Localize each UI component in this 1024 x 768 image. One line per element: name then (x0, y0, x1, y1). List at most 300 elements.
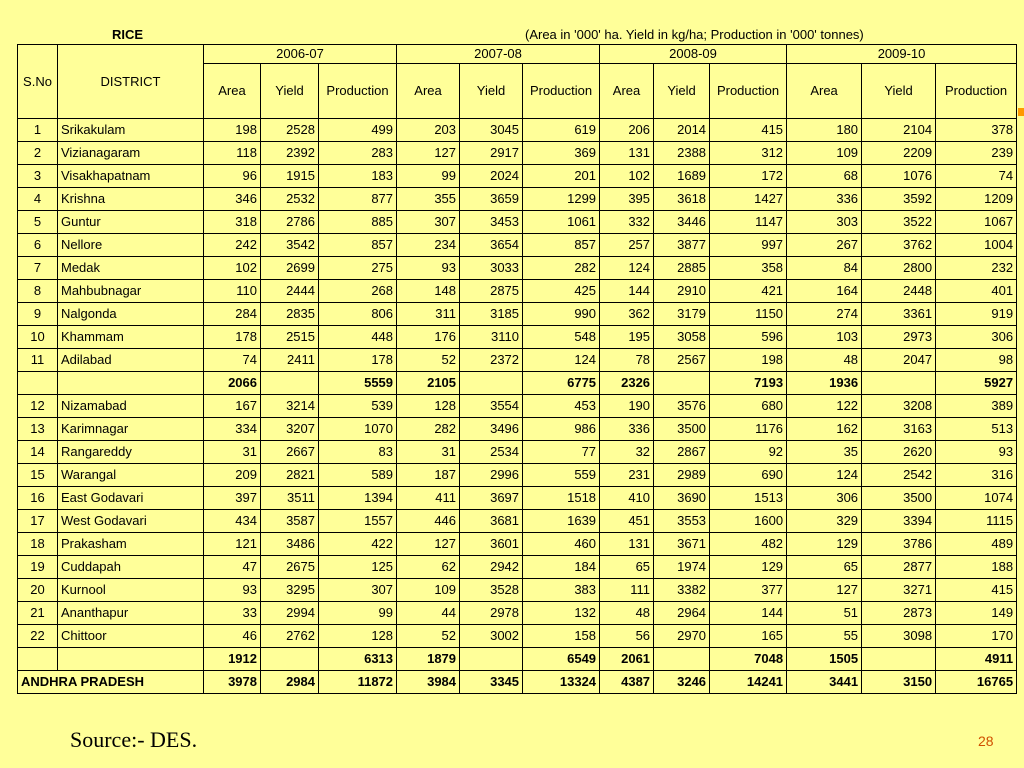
value-cell: 46 (204, 625, 261, 648)
sno-cell: 10 (18, 326, 58, 349)
state-total-cell: 4387 (600, 671, 654, 694)
value-cell: 65 (787, 556, 862, 579)
value-cell: 109 (397, 579, 460, 602)
value-cell: 539 (319, 395, 397, 418)
metric-header: Production (523, 64, 600, 119)
value-cell: 2104 (862, 119, 936, 142)
value-cell: 144 (600, 280, 654, 303)
empty-cell (18, 648, 58, 671)
metric-header: Area (204, 64, 261, 119)
value-cell: 2821 (261, 464, 319, 487)
value-cell: 2917 (460, 142, 523, 165)
value-cell: 52 (397, 625, 460, 648)
table-row (18, 464, 1017, 487)
value-cell: 1076 (862, 165, 936, 188)
value-cell: 3214 (261, 395, 319, 418)
edge-marker (1018, 108, 1024, 116)
value-cell: 3697 (460, 487, 523, 510)
table-title: RICE (112, 27, 144, 42)
subtotal-cell (862, 648, 936, 671)
state-total-cell: 11872 (319, 671, 397, 694)
value-cell: 178 (319, 349, 397, 372)
value-cell: 3453 (460, 211, 523, 234)
value-cell: 111 (600, 579, 654, 602)
sno-cell: 22 (18, 625, 58, 648)
state-total-cell: 3441 (787, 671, 862, 694)
value-cell: 2875 (460, 280, 523, 303)
value-cell: 125 (319, 556, 397, 579)
district-cell: Khammam (58, 326, 204, 349)
value-cell: 184 (523, 556, 600, 579)
value-cell: 336 (600, 418, 654, 441)
value-cell: 180 (787, 119, 862, 142)
value-cell: 1004 (936, 234, 1017, 257)
value-cell: 1115 (936, 510, 1017, 533)
value-cell: 283 (319, 142, 397, 165)
value-cell: 1427 (710, 188, 787, 211)
value-cell: 1209 (936, 188, 1017, 211)
value-cell: 127 (397, 142, 460, 165)
value-cell: 318 (204, 211, 261, 234)
value-cell: 3659 (460, 188, 523, 211)
value-cell: 336 (787, 188, 862, 211)
value-cell: 377 (710, 579, 787, 602)
value-cell: 3576 (654, 395, 710, 418)
value-cell: 2973 (862, 326, 936, 349)
year-header: 2009-10 (787, 45, 1017, 64)
value-cell: 47 (204, 556, 261, 579)
value-cell: 3295 (261, 579, 319, 602)
value-cell: 2047 (862, 349, 936, 372)
value-cell: 2388 (654, 142, 710, 165)
value-cell: 3271 (862, 579, 936, 602)
subtotal-cell (862, 372, 936, 395)
value-cell: 257 (600, 234, 654, 257)
value-cell: 110 (204, 280, 261, 303)
value-cell: 690 (710, 464, 787, 487)
value-cell: 83 (319, 441, 397, 464)
district-cell: Nalgonda (58, 303, 204, 326)
value-cell: 44 (397, 602, 460, 625)
value-cell: 55 (787, 625, 862, 648)
sno-cell: 1 (18, 119, 58, 142)
value-cell: 2024 (460, 165, 523, 188)
value-cell: 1639 (523, 510, 600, 533)
value-cell: 2209 (862, 142, 936, 165)
source-note: Source:- DES. (70, 727, 198, 752)
sno-cell: 16 (18, 487, 58, 510)
district-cell: Prakasham (58, 533, 204, 556)
value-cell: 3185 (460, 303, 523, 326)
sno-cell: 15 (18, 464, 58, 487)
value-cell: 2996 (460, 464, 523, 487)
value-cell: 857 (319, 234, 397, 257)
metric-header: Production (710, 64, 787, 119)
value-cell: 282 (523, 257, 600, 280)
sno-cell: 19 (18, 556, 58, 579)
value-cell: 118 (204, 142, 261, 165)
value-cell: 74 (936, 165, 1017, 188)
metric-header: Production (319, 64, 397, 119)
value-cell: 93 (936, 441, 1017, 464)
sno-cell: 6 (18, 234, 58, 257)
district-cell: Karimnagar (58, 418, 204, 441)
value-cell: 2989 (654, 464, 710, 487)
table-row (18, 625, 1017, 648)
value-cell: 103 (787, 326, 862, 349)
value-cell: 234 (397, 234, 460, 257)
table-row (18, 257, 1017, 280)
value-cell: 3587 (261, 510, 319, 533)
district-cell: Ananthapur (58, 602, 204, 625)
value-cell: 499 (319, 119, 397, 142)
value-cell: 158 (523, 625, 600, 648)
year-header: 2006-07 (204, 45, 397, 64)
table-row (18, 188, 1017, 211)
value-cell: 448 (319, 326, 397, 349)
value-cell: 397 (204, 487, 261, 510)
value-cell: 128 (319, 625, 397, 648)
value-cell: 188 (936, 556, 1017, 579)
subtotal-cell: 2326 (600, 372, 654, 395)
value-cell: 559 (523, 464, 600, 487)
value-cell: 124 (523, 349, 600, 372)
district-cell: West Godavari (58, 510, 204, 533)
value-cell: 434 (204, 510, 261, 533)
sno-header: S.No (18, 45, 58, 119)
value-cell: 3786 (862, 533, 936, 556)
value-cell: 885 (319, 211, 397, 234)
value-cell: 124 (787, 464, 862, 487)
value-cell: 3592 (862, 188, 936, 211)
sno-cell: 20 (18, 579, 58, 602)
state-total-cell: 3150 (862, 671, 936, 694)
value-cell: 131 (600, 533, 654, 556)
value-cell: 2667 (261, 441, 319, 464)
metric-header: Yield (654, 64, 710, 119)
state-total-cell: 3984 (397, 671, 460, 694)
table-row (18, 533, 1017, 556)
value-cell: 48 (787, 349, 862, 372)
table-row (18, 349, 1017, 372)
subtotal-row (18, 648, 1017, 671)
value-cell: 425 (523, 280, 600, 303)
sno-cell: 4 (18, 188, 58, 211)
value-cell: 109 (787, 142, 862, 165)
value-cell: 33 (204, 602, 261, 625)
state-total-cell: 16765 (936, 671, 1017, 694)
subtotal-cell: 4911 (936, 648, 1017, 671)
value-cell: 3110 (460, 326, 523, 349)
table-row (18, 556, 1017, 579)
value-cell: 149 (936, 602, 1017, 625)
value-cell: 3163 (862, 418, 936, 441)
value-cell: 2964 (654, 602, 710, 625)
value-cell: 93 (397, 257, 460, 280)
value-cell: 1557 (319, 510, 397, 533)
metric-header: Area (397, 64, 460, 119)
value-cell: 2970 (654, 625, 710, 648)
district-cell: Srikakulam (58, 119, 204, 142)
value-cell: 1176 (710, 418, 787, 441)
value-cell: 1513 (710, 487, 787, 510)
value-cell: 3002 (460, 625, 523, 648)
value-cell: 1067 (936, 211, 1017, 234)
value-cell: 3500 (862, 487, 936, 510)
value-cell: 2873 (862, 602, 936, 625)
sno-cell: 2 (18, 142, 58, 165)
district-cell: Warangal (58, 464, 204, 487)
value-cell: 162 (787, 418, 862, 441)
value-cell: 2532 (261, 188, 319, 211)
value-cell: 195 (600, 326, 654, 349)
value-cell: 446 (397, 510, 460, 533)
value-cell: 2542 (862, 464, 936, 487)
state-total-cell: 3978 (204, 671, 261, 694)
value-cell: 3618 (654, 188, 710, 211)
subtotal-cell: 1879 (397, 648, 460, 671)
value-cell: 183 (319, 165, 397, 188)
value-cell: 99 (319, 602, 397, 625)
table-row (18, 234, 1017, 257)
year-header-row (18, 45, 1017, 64)
value-cell: 383 (523, 579, 600, 602)
value-cell: 378 (936, 119, 1017, 142)
value-cell: 2411 (261, 349, 319, 372)
value-cell: 1915 (261, 165, 319, 188)
value-cell: 422 (319, 533, 397, 556)
value-cell: 3528 (460, 579, 523, 602)
sno-cell: 12 (18, 395, 58, 418)
value-cell: 274 (787, 303, 862, 326)
value-cell: 3394 (862, 510, 936, 533)
state-total-label: ANDHRA PRADESH (18, 671, 204, 694)
value-cell: 395 (600, 188, 654, 211)
district-header: DISTRICT (58, 45, 204, 119)
table-row (18, 119, 1017, 142)
value-cell: 990 (523, 303, 600, 326)
metric-header: Area (787, 64, 862, 119)
value-cell: 35 (787, 441, 862, 464)
value-cell: 919 (936, 303, 1017, 326)
district-cell: Nellore (58, 234, 204, 257)
value-cell: 997 (710, 234, 787, 257)
value-cell: 77 (523, 441, 600, 464)
metric-header: Yield (862, 64, 936, 119)
table-row (18, 602, 1017, 625)
value-cell: 3496 (460, 418, 523, 441)
value-cell: 3179 (654, 303, 710, 326)
value-cell: 306 (936, 326, 1017, 349)
value-cell: 3446 (654, 211, 710, 234)
value-cell: 2877 (862, 556, 936, 579)
sno-cell: 3 (18, 165, 58, 188)
state-total-cell: 14241 (710, 671, 787, 694)
sno-cell: 17 (18, 510, 58, 533)
district-cell: Medak (58, 257, 204, 280)
subtotal-cell (654, 648, 710, 671)
value-cell: 2762 (261, 625, 319, 648)
value-cell: 2014 (654, 119, 710, 142)
value-cell: 129 (710, 556, 787, 579)
subtotal-row (18, 372, 1017, 395)
value-cell: 198 (204, 119, 261, 142)
value-cell: 548 (523, 326, 600, 349)
metric-header: Yield (460, 64, 523, 119)
value-cell: 31 (397, 441, 460, 464)
table-row (18, 487, 1017, 510)
table-row (18, 441, 1017, 464)
value-cell: 102 (600, 165, 654, 188)
value-cell: 307 (319, 579, 397, 602)
value-cell: 2786 (261, 211, 319, 234)
sno-cell: 14 (18, 441, 58, 464)
value-cell: 3045 (460, 119, 523, 142)
value-cell: 124 (600, 257, 654, 280)
value-cell: 1689 (654, 165, 710, 188)
value-cell: 3511 (261, 487, 319, 510)
value-cell: 268 (319, 280, 397, 303)
table-row (18, 303, 1017, 326)
value-cell: 51 (787, 602, 862, 625)
value-cell: 65 (600, 556, 654, 579)
subtotal-cell: 2105 (397, 372, 460, 395)
value-cell: 2867 (654, 441, 710, 464)
value-cell: 267 (787, 234, 862, 257)
value-cell: 3486 (261, 533, 319, 556)
value-cell: 1074 (936, 487, 1017, 510)
value-cell: 1518 (523, 487, 600, 510)
value-cell: 170 (936, 625, 1017, 648)
value-cell: 1600 (710, 510, 787, 533)
value-cell: 127 (787, 579, 862, 602)
metric-header: Area (600, 64, 654, 119)
subtotal-cell: 2066 (204, 372, 261, 395)
table-row (18, 211, 1017, 234)
state-total-cell: 13324 (523, 671, 600, 694)
page-number: 28 (978, 733, 994, 749)
table-row (18, 326, 1017, 349)
subtotal-cell: 1936 (787, 372, 862, 395)
value-cell: 148 (397, 280, 460, 303)
value-cell: 98 (936, 349, 1017, 372)
value-cell: 316 (936, 464, 1017, 487)
value-cell: 2978 (460, 602, 523, 625)
value-cell: 2885 (654, 257, 710, 280)
value-cell: 122 (787, 395, 862, 418)
value-cell: 3601 (460, 533, 523, 556)
value-cell: 334 (204, 418, 261, 441)
value-cell: 369 (523, 142, 600, 165)
value-cell: 198 (710, 349, 787, 372)
value-cell: 3361 (862, 303, 936, 326)
subtotal-cell: 6775 (523, 372, 600, 395)
metric-header: Production (936, 64, 1017, 119)
value-cell: 3033 (460, 257, 523, 280)
subtotal-cell (460, 372, 523, 395)
value-cell: 131 (600, 142, 654, 165)
value-cell: 596 (710, 326, 787, 349)
value-cell: 410 (600, 487, 654, 510)
subtotal-cell: 5927 (936, 372, 1017, 395)
value-cell: 355 (397, 188, 460, 211)
subtotal-cell: 6313 (319, 648, 397, 671)
value-cell: 1150 (710, 303, 787, 326)
value-cell: 232 (936, 257, 1017, 280)
district-cell: Chittoor (58, 625, 204, 648)
value-cell: 415 (936, 579, 1017, 602)
value-cell: 78 (600, 349, 654, 372)
district-cell: Rangareddy (58, 441, 204, 464)
subtotal-cell: 1505 (787, 648, 862, 671)
value-cell: 680 (710, 395, 787, 418)
subtotal-cell (261, 372, 319, 395)
value-cell: 127 (397, 533, 460, 556)
value-cell: 99 (397, 165, 460, 188)
value-cell: 2994 (261, 602, 319, 625)
table-row (18, 579, 1017, 602)
sno-cell: 13 (18, 418, 58, 441)
value-cell: 3553 (654, 510, 710, 533)
value-cell: 453 (523, 395, 600, 418)
value-cell: 284 (204, 303, 261, 326)
value-cell: 806 (319, 303, 397, 326)
value-cell: 619 (523, 119, 600, 142)
district-cell: Guntur (58, 211, 204, 234)
value-cell: 121 (204, 533, 261, 556)
value-cell: 62 (397, 556, 460, 579)
value-cell: 306 (787, 487, 862, 510)
value-cell: 3690 (654, 487, 710, 510)
value-cell: 329 (787, 510, 862, 533)
district-cell: Visakhapatnam (58, 165, 204, 188)
district-cell: Adilabad (58, 349, 204, 372)
district-cell: Mahbubnagar (58, 280, 204, 303)
value-cell: 48 (600, 602, 654, 625)
value-cell: 2699 (261, 257, 319, 280)
subtotal-cell: 1912 (204, 648, 261, 671)
value-cell: 242 (204, 234, 261, 257)
value-cell: 282 (397, 418, 460, 441)
value-cell: 2675 (261, 556, 319, 579)
value-cell: 56 (600, 625, 654, 648)
value-cell: 2515 (261, 326, 319, 349)
district-cell: Kurnool (58, 579, 204, 602)
value-cell: 421 (710, 280, 787, 303)
value-cell: 362 (600, 303, 654, 326)
value-cell: 312 (710, 142, 787, 165)
state-total-row (18, 671, 1017, 694)
value-cell: 1974 (654, 556, 710, 579)
value-cell: 3522 (862, 211, 936, 234)
district-cell: Krishna (58, 188, 204, 211)
value-cell: 3554 (460, 395, 523, 418)
value-cell: 239 (936, 142, 1017, 165)
value-cell: 411 (397, 487, 460, 510)
value-cell: 3382 (654, 579, 710, 602)
subtotal-cell: 5559 (319, 372, 397, 395)
value-cell: 415 (710, 119, 787, 142)
value-cell: 206 (600, 119, 654, 142)
value-cell: 167 (204, 395, 261, 418)
value-cell: 93 (204, 579, 261, 602)
value-cell: 3207 (261, 418, 319, 441)
value-cell: 31 (204, 441, 261, 464)
value-cell: 2800 (862, 257, 936, 280)
value-cell: 209 (204, 464, 261, 487)
value-cell: 3500 (654, 418, 710, 441)
district-cell: East Godavari (58, 487, 204, 510)
